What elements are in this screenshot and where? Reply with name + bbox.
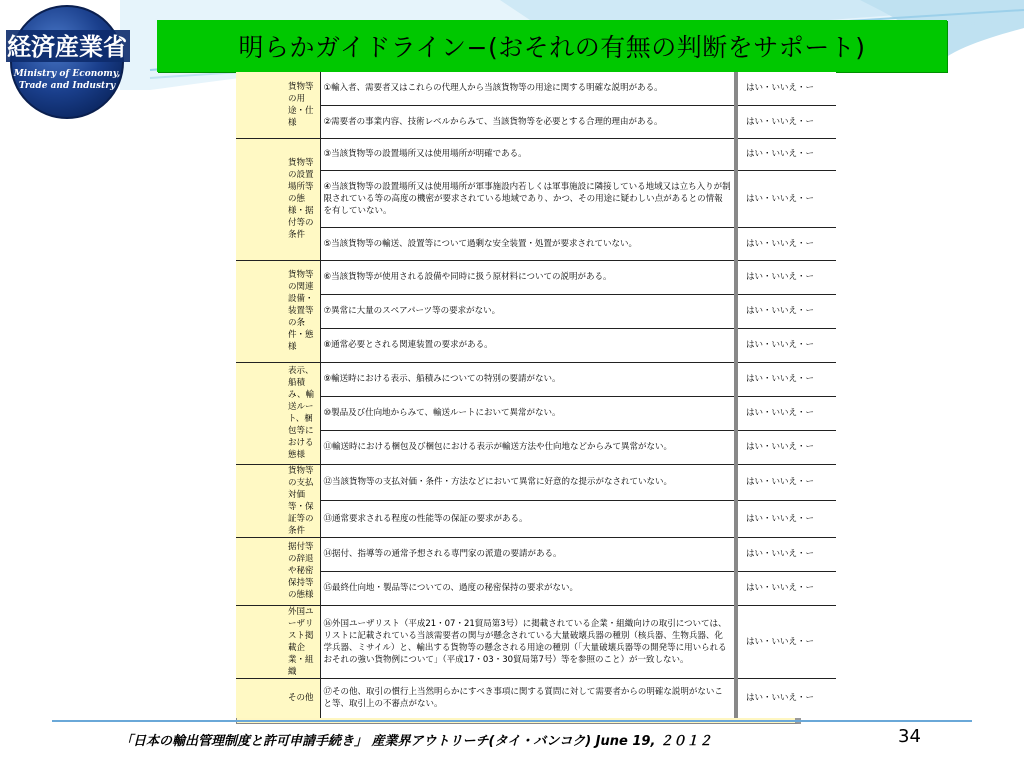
answer-cell: はい・いいえ・ー xyxy=(736,362,836,396)
table-row xyxy=(236,227,836,260)
page-number: 34 xyxy=(898,726,921,747)
criterion-cell: ⑫当該貨物等の支払対価・条件・方法などにおいて異常に好意的な提示がなされていない。 xyxy=(320,464,736,501)
answer-cell: はい・いいえ・ー xyxy=(736,678,836,718)
category-cell: 貨物等の用途・仕様 xyxy=(236,72,320,138)
answer-cell: はい・いいえ・ー xyxy=(736,430,836,464)
criterion-cell: ⑰その他、取引の慣行上当然明らかにすべき事項に関する質問に対して需要者からの明確な説明がないこと等、取引上の不審点がない。 xyxy=(320,678,736,718)
category-cell: 貨物等の関連設備・装置等の条件・態様 xyxy=(236,260,320,362)
criterion-cell: ⑤当該貨物等の輸送、設置等について過剰な安全装置・処置が要求されていない。 xyxy=(320,227,736,260)
criterion-cell: ⑥当該貨物等が使用される設備や同時に扱う原材料についての説明がある。 xyxy=(320,260,736,294)
answer-cell: はい・いいえ・ー xyxy=(736,501,836,538)
criterion-cell: ⑩製品及び仕向地からみて、輸送ルートにおいて異常がない。 xyxy=(320,396,736,430)
answer-cell: はい・いいえ・ー xyxy=(736,260,836,294)
table-row xyxy=(236,294,836,328)
category-cell: その他 xyxy=(236,678,320,718)
answer-cell: はい・いいえ・ー xyxy=(736,396,836,430)
table-row xyxy=(236,501,836,538)
criterion-cell: ⑦異常に大量のスペアパーツ等の要求がない。 xyxy=(320,294,736,328)
criterion-cell: ⑧通常必要とされる関連装置の要求がある。 xyxy=(320,328,736,362)
criterion-cell: ⑯外国ユーザリスト（平成21・07・21貿局第3号）に掲載されている企業・組織向けの取引については、リストに記載されている当該需要者の関与が懸念されている大量破壊兵器の種別（核兵器、生物兵器、化学兵器、ミサイル）と、輸出する貨物等の懸念される用途の種別（「大量破壊兵器等の開発等に用いられるおそれの強い貨物例について」（平成17・03・30貿局第7号）等を参照のこと）が一致しない。 xyxy=(320,605,736,678)
answer-cell: はい・いいえ・ー xyxy=(736,605,836,678)
criterion-cell: ⑨輸送時における表示、船積みについての特別の要請がない。 xyxy=(320,362,736,396)
table-row xyxy=(236,571,836,605)
criterion-cell: ④当該貨物等の設置場所又は使用場所が軍事施設内若しくは軍事施設に隣接している地域又は立ち入りが制限されている等の高度の機密が要求されている地域であり、かつ、その用途に疑わしい点があるとの情報を有していない。 xyxy=(320,170,736,227)
criterion-cell: ⑮最終仕向地・製品等についての、過度の秘密保持の要求がない。 xyxy=(320,571,736,605)
category-cell: 貨物等の設置場所等の態様・据付等の条件 xyxy=(236,138,320,260)
category-cell: 貨物等の支払対価等・保証等の条件 xyxy=(236,464,320,537)
meti-logo xyxy=(2,2,132,120)
answer-cell: はい・いいえ・ー xyxy=(736,537,836,571)
table-row xyxy=(236,537,836,571)
footer-divider xyxy=(52,720,972,722)
answer-cell: はい・いいえ・ー xyxy=(736,105,836,138)
table-row xyxy=(236,605,836,678)
title-bar xyxy=(157,20,947,72)
criterion-cell: ⑭据付、指導等の通常予想される専門家の派遣の要請がある。 xyxy=(320,537,736,571)
table-row xyxy=(236,396,836,430)
table-row xyxy=(236,328,836,362)
criterion-cell: ②需要者の事業内容、技術レベルからみて、当該貨物等を必要とする合理的理由がある。 xyxy=(320,105,736,138)
category-cell: 外国ユーザリスト掲載企業・組織 xyxy=(236,605,320,678)
answer-cell: はい・いいえ・ー xyxy=(736,138,836,170)
answer-cell: はい・いいえ・ー xyxy=(736,328,836,362)
answer-cell: はい・いいえ・ー xyxy=(736,294,836,328)
table-row xyxy=(236,430,836,464)
table-row xyxy=(236,678,836,718)
answer-cell: はい・いいえ・ー xyxy=(736,464,836,501)
logo-subtitle-line-1: Ministry of Economy, xyxy=(13,69,121,79)
guideline-table-body xyxy=(236,72,836,718)
page-title: 明らかガイドライン−(おそれの有無の判断をサポート) xyxy=(238,33,866,62)
table-row xyxy=(236,138,836,170)
criterion-cell: ⑬通常要求される程度の性能等の保証の要求がある。 xyxy=(320,501,736,538)
logo-name: 経済産業省 xyxy=(7,32,127,61)
category-cell: 据付等の辞退や秘密保持等の態様 xyxy=(236,537,320,605)
logo-subtitle-line-2: Trade and Industry xyxy=(18,81,116,91)
category-cell: 表示、船積み、輸送ルート、梱包等における態様 xyxy=(236,362,320,464)
table-row xyxy=(236,105,836,138)
table-row xyxy=(236,170,836,227)
answer-cell: はい・いいえ・ー xyxy=(736,72,836,105)
answer-cell: はい・いいえ・ー xyxy=(736,170,836,227)
criterion-cell: ③当該貨物等の設置場所又は使用場所が明確である。 xyxy=(320,138,736,170)
answer-cell: はい・いいえ・ー xyxy=(736,227,836,260)
criterion-cell: ⑪輸送時における梱包及び梱包における表示が輸送方法や仕向地などからみて異常がない。 xyxy=(320,430,736,464)
answer-cell: はい・いいえ・ー xyxy=(736,571,836,605)
table-row xyxy=(236,72,836,105)
table-row xyxy=(236,464,836,501)
table-row xyxy=(236,362,836,396)
footer-text: 「日本の輸出管理制度と許可申請手続き」 産業界アウトリーチ(タイ・バンコク) June 19, ２０１２ xyxy=(120,734,712,749)
table-row xyxy=(236,260,836,294)
guideline-table xyxy=(236,72,836,718)
criterion-cell: ①輸入者、需要者又はこれらの代理人から当該貨物等の用途に関する明確な説明がある。 xyxy=(320,72,736,105)
